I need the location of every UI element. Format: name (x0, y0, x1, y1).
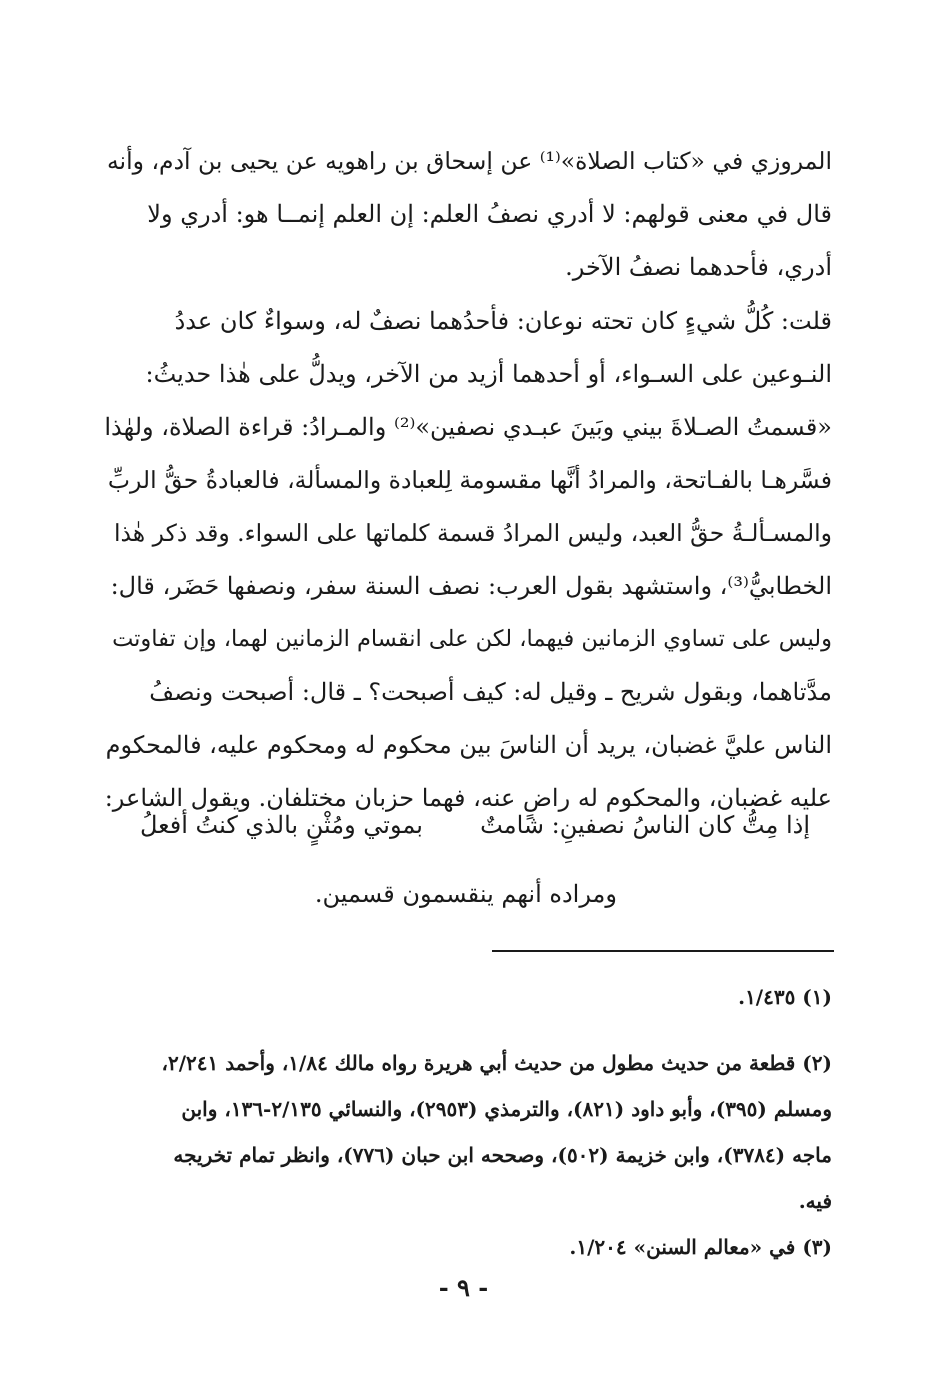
text-line: المروزي في «كتاب الصلاة»⁽¹⁾ عن إسحاق بن راهويه عن يحيى بن آدم، وأنه (106, 147, 832, 175)
text-line: النـوعين على السـواء، أو أحدهما أزيد من الآخر، ويدلُّ على هٰذا حديثُ: (145, 360, 832, 388)
footnote-2-line: فيه. (798, 1189, 832, 1213)
text-line: عليه غضبان، والمحكوم له راضٍ عنه، فهما حزبان مختلفان. ويقول الشاعر: (104, 784, 832, 812)
text-line: قال في معنى قولهم: لا أدري نصفُ العلم: إن العلم إنمــا هو: أدري ولا (147, 200, 832, 228)
poem-second-hemistich: بموتي ومُثْنٍ بالذي كنتُ أفعلُ (140, 811, 423, 839)
footnotes (104, 974, 832, 1270)
text-line: والمسـألـةُ حقُّ العبد، وليس المرادُ قسمة كلماتها على السواء. وقد ذكر هٰذا (113, 519, 832, 547)
footnote-2-line: ومسلم (٣٩٥)، وأبو داود (٨٢١)، والترمذي (٢٩٥٣)، والنسائي ٢/١٣٥-١٣٦، وابن (181, 1097, 832, 1121)
footnote-1: (١) ١/٤٣٥. (738, 985, 832, 1009)
text-line: مدَّتاهما، وبقول شريح ـ وقيل له: كيف أصبحت؟ ـ قال: أصبحت ونصفُ (149, 678, 832, 706)
poem-verse (140, 797, 810, 853)
footnote-2-line: (٢) قطعة من حديث مطول من حديث أبي هريرة رواه مالك ١/٨٤، وأحمد ٢/٢٤١، (161, 1051, 832, 1075)
text-line: وليس على تساوي الزمانين فيهما، لكن على انقسام الزمانين لهما، وإن تفاوتت (112, 626, 832, 652)
footnote-2-line: ماجه (٣٧٨٤)، وابن خزيمة (٥٠٢)، وصححه ابن حبان (٧٧٦)، وانظر تمام تخريجه (173, 1143, 832, 1167)
footnote-3: (٣) في «معالم السنن» ١/٢٠٤. (569, 1235, 832, 1259)
closing-sentence: ومراده أنهم ينقسمون قسمين. (314, 880, 617, 908)
text-line: أدري، فأحدهما نصفُ الآخر. (565, 253, 832, 281)
paragraph-2 (104, 295, 832, 825)
footnote-separator (492, 950, 834, 952)
text-line: قلت: كُلُّ شيءٍ كان تحته نوعان: فأحدُهما نصفٌ له، وسواءٌ كان عددُ (174, 307, 832, 335)
text-line: الناس عليَّ غضبان، يريد أن الناسَ بين محكوم له ومحكوم عليه، فالمحكوم (105, 731, 832, 759)
page-number: - ٩ - (438, 1273, 489, 1302)
text-line: الخطابيُّ⁽³⁾، واستشهد بقول العرب: نصف السنة سفر، ونصفها حَضَر، قال: (110, 572, 832, 600)
poem-first-hemistich: إذا مِتُّ كان الناسُ نصفينِ: شامتٌ (480, 811, 810, 839)
text-line: «قسمتُ الصـلاةَ بيني وبَينَ عبـدي نصفين»⁽²⁾ والمـرادُ: قراءة الصلاة، ولهٰذا (104, 413, 832, 441)
footnote-spacer (104, 1020, 832, 1040)
text-line: فسَّرهـا بالفـاتحة، والمرادُ أنَّها مقسومة لِلعبادة والمسألة، فالعبادةُ حقُّ الربِّ (107, 466, 832, 494)
paragraph-1 (104, 135, 832, 294)
